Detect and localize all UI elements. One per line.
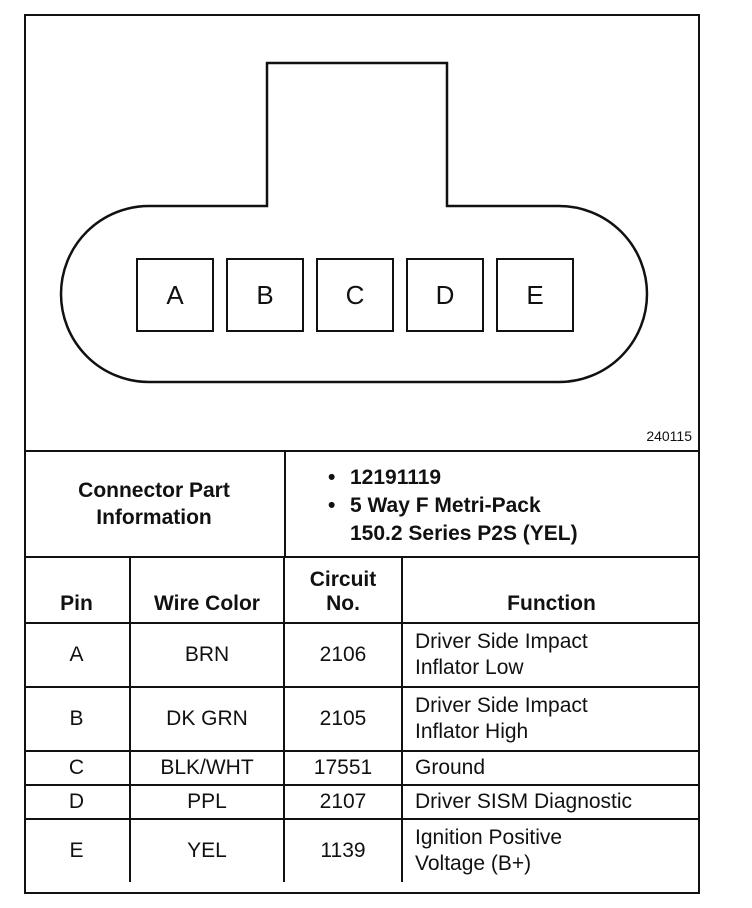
header-pin: Pin — [24, 558, 130, 623]
pin-cavity-e — [497, 259, 573, 331]
pin-table — [24, 558, 700, 882]
cell-circuit: 2106 — [284, 623, 402, 687]
table-row — [24, 687, 700, 751]
cell-circuit: 2107 — [284, 785, 402, 819]
cell-pin: B — [24, 687, 130, 751]
cell-wire-color: BRN — [130, 623, 284, 687]
info-item-part-number: • 12191119 — [324, 464, 578, 492]
info-label-line1: Connector Part — [78, 479, 230, 502]
connector-drawing — [24, 14, 700, 450]
cell-pin: D — [24, 785, 130, 819]
table-row — [24, 819, 700, 882]
cell-circuit: 1139 — [284, 819, 402, 882]
info-label — [24, 452, 286, 556]
pin-label-d: D — [435, 280, 455, 310]
connector-diagram — [24, 14, 700, 450]
info-list — [324, 464, 578, 548]
header-function: Function — [402, 558, 700, 623]
cell-pin: C — [24, 751, 130, 785]
header-wire-color: Wire Color — [130, 558, 284, 623]
cell-circuit: 2105 — [284, 687, 402, 751]
pin-label-a: A — [166, 280, 184, 310]
cell-wire-color: YEL — [130, 819, 284, 882]
connector-body-outline — [61, 63, 647, 382]
cell-wire-color: BLK/WHT — [130, 751, 284, 785]
cell-function: Ignition Positive Voltage (B+) — [402, 819, 700, 882]
cell-function: Driver Side Impact Inflator Low — [402, 623, 700, 687]
pin-cavity-c — [317, 259, 393, 331]
pin-cavity-a — [137, 259, 213, 331]
table-row — [24, 623, 700, 687]
table-row — [24, 785, 700, 819]
cell-function: Driver SISM Diagnostic — [402, 785, 700, 819]
figure-id: 240115 — [646, 428, 692, 444]
pin-cavity-d — [407, 259, 483, 331]
header-circuit: Circuit No. — [284, 558, 402, 623]
table-header-row — [24, 558, 700, 623]
pin-cavity-b — [227, 259, 303, 331]
cell-pin: A — [24, 623, 130, 687]
pin-label-b: B — [256, 280, 274, 310]
cell-pin: E — [24, 819, 130, 882]
cell-function: Driver Side Impact Inflator High — [402, 687, 700, 751]
cell-circuit: 17551 — [284, 751, 402, 785]
table-row — [24, 751, 700, 785]
cell-wire-color: DK GRN — [130, 687, 284, 751]
cell-function: Ground — [402, 751, 700, 785]
pin-label-e: E — [526, 280, 544, 310]
connector-part-info — [24, 450, 700, 558]
pin-label-c: C — [345, 280, 365, 310]
info-label-line2: Information — [96, 506, 212, 529]
info-item-connector-type: • 5 Way F Metri-Pack 150.2 Series P2S (YEL) — [324, 492, 578, 548]
cell-wire-color: PPL — [130, 785, 284, 819]
